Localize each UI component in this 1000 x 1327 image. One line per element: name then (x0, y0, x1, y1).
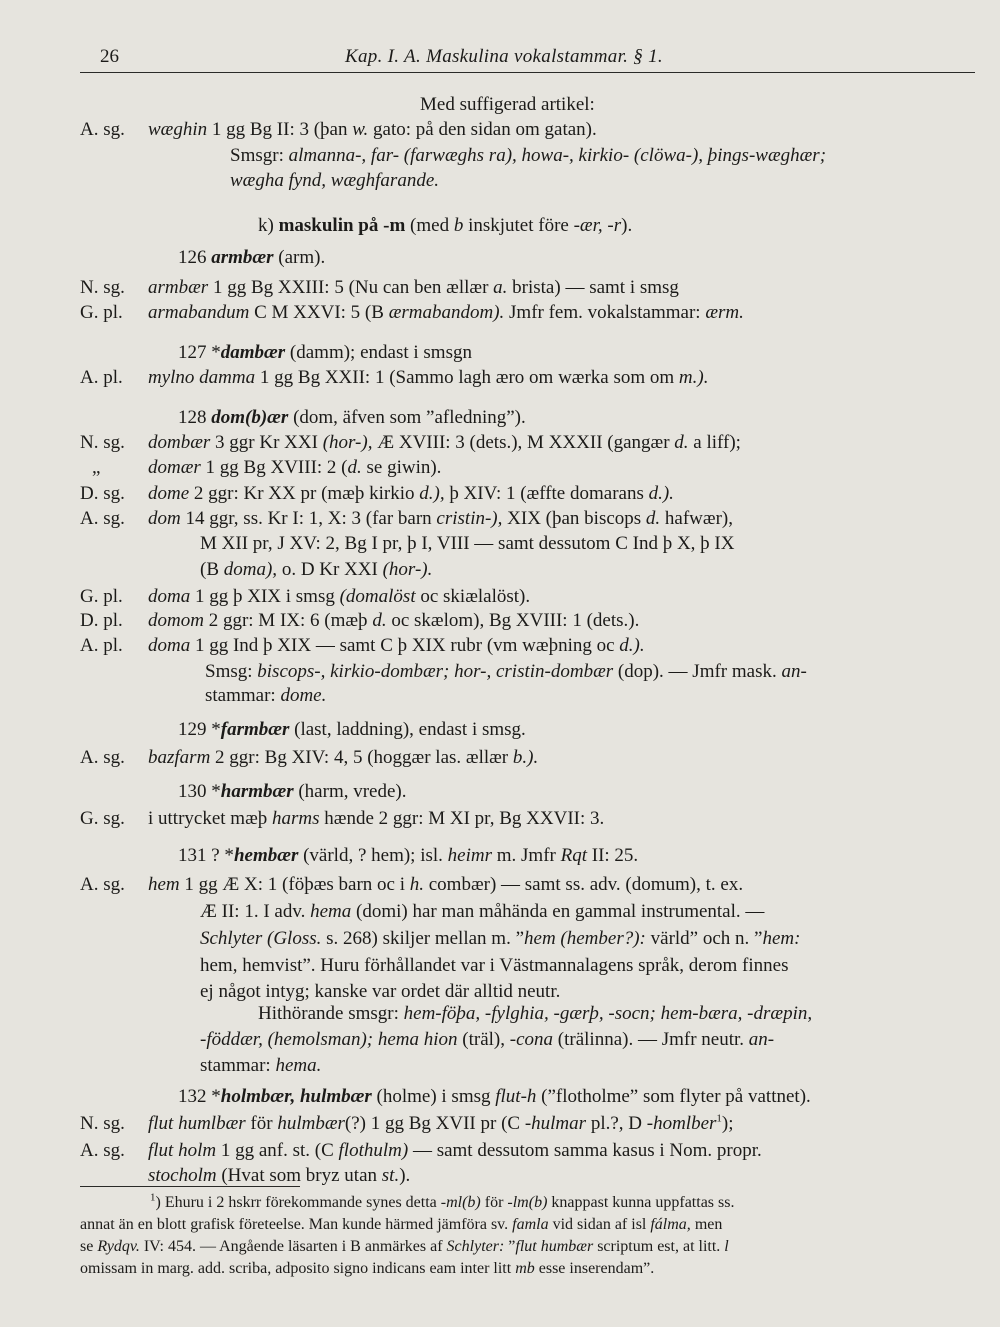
text-run: 3 ggr Kr XXI (210, 432, 323, 453)
text-run: M XII pr, J XV: 2, Bg I pr, þ I, VIII — samt dessutom C Ind þ X, þ IX (200, 533, 735, 554)
headword: armbær (211, 247, 274, 268)
text-run: II: 25. (587, 845, 639, 866)
text-run: annat än en blott grafisk företeelse. Man kunde härmed jämföra sv. (80, 1216, 513, 1233)
text-run: 1 gg Bg XXII: 1 (Sammo lagh æro om wærka som om (255, 367, 679, 388)
text-run: Schlyter: (446, 1238, 505, 1255)
text-run: för (480, 1194, 508, 1211)
text-run: flut humbær (515, 1238, 594, 1255)
text-run: maskulin på -m (278, 215, 406, 236)
text-run: stocholm (148, 1165, 217, 1186)
case-label: G. pl. (80, 586, 123, 607)
text-line (0, 683, 1000, 709)
line-text (148, 455, 441, 481)
line-text (200, 953, 788, 979)
line-text (148, 1138, 762, 1164)
text-run: C M XXVI: 5 (B (249, 302, 389, 323)
text-run: (Hvat som bryz utan (216, 1165, 382, 1186)
text-run: ). (621, 215, 633, 236)
text-line (0, 430, 1000, 456)
text-run: 1 gg Ind þ XIX — samt C þ XIX rubr (vm wæþning oc (190, 635, 620, 656)
headword: harmbær (220, 781, 294, 802)
text-run: an- (748, 1029, 775, 1050)
text-run: XIX (þan biscops (502, 508, 646, 529)
line-text (200, 1027, 774, 1053)
text-run: hem, hemvist”. Huru förhållandet var i Västmannalagens språk, derom finnes (200, 955, 789, 976)
text-run: bazfarm (148, 747, 211, 768)
text-run: dom (148, 508, 181, 529)
text-line (0, 143, 1000, 169)
text-run: 1 gg þ XIX i smsg (190, 586, 340, 607)
case-label: D. pl. (80, 610, 123, 631)
text-run: armbær (148, 277, 209, 298)
text-line (0, 899, 1000, 925)
text-run: flothulm) (338, 1140, 409, 1161)
text-run: harms (272, 808, 320, 829)
text-run: men (690, 1216, 723, 1233)
text-run: 128 (178, 407, 212, 428)
text-run: (?) 1 gg Bg XVII pr (C (344, 1113, 525, 1134)
line-text (148, 117, 597, 143)
line-text (230, 143, 826, 169)
text-run: ) Ehuru i 2 hskrr förekommande synes detta (155, 1194, 441, 1211)
text-line (0, 340, 1000, 366)
text-run: IV: 454. — Angående läsarten i B anmärkes af (139, 1238, 447, 1255)
text-run: d.). (648, 483, 674, 504)
text-line (0, 365, 1000, 391)
text-run: hem (148, 874, 180, 895)
text-run: 14 ggr, ss. Kr I: 1, X: 3 (far barn (180, 508, 437, 529)
text-run: (”flotholme” som flyter på vattnet). (536, 1086, 811, 1107)
line-text (178, 245, 325, 271)
line-text (258, 213, 632, 239)
headword: farmbær (220, 719, 290, 740)
text-run: domær (148, 457, 201, 478)
text-run: 127 * (178, 342, 221, 363)
text-run: m.). (678, 367, 709, 388)
footnote-text (80, 1214, 722, 1236)
text-run: a. (493, 277, 508, 298)
text-run: heimr (447, 845, 492, 866)
footnote-text (80, 1258, 654, 1280)
text-run: an- (781, 661, 807, 682)
text-line (0, 405, 1000, 431)
text-run: -homlber (646, 1113, 717, 1134)
text-run: a liff); (688, 432, 741, 453)
text-run: d.), (419, 483, 445, 504)
case-label: N. sg. (80, 1113, 125, 1134)
headword: holmbær, hulmbær (220, 1086, 372, 1107)
case-label: A. pl. (80, 635, 123, 656)
text-run: hema (310, 901, 352, 922)
text-run: 130 * (178, 781, 221, 802)
text-run: mb (515, 1260, 535, 1277)
text-run: dome (148, 483, 190, 504)
headword: dom(b)ær (211, 407, 289, 428)
line-text (148, 506, 733, 532)
text-run: 1 gg anf. st. (C (216, 1140, 339, 1161)
text-line (0, 717, 1000, 743)
text-run: Jmfr fem. vokalstammar: (504, 302, 706, 323)
line-text (148, 275, 679, 301)
text-run: (träl), (457, 1029, 510, 1050)
text-run: omissam in marg. add. scriba, adposito signo indicans eam inter litt (80, 1260, 516, 1277)
line-text (420, 92, 595, 118)
case-label: A. sg. (80, 1140, 125, 1161)
text-line (0, 531, 1000, 557)
text-run: oc skiælalöst). (415, 586, 531, 607)
text-line (0, 455, 1000, 481)
text-run: brista) — samt i smsg (507, 277, 679, 298)
text-run: fálma, (650, 1216, 691, 1233)
text-line (0, 1084, 1000, 1110)
text-line (0, 926, 1000, 952)
text-line (0, 300, 1000, 326)
text-run: h. (409, 874, 424, 895)
text-run: d. (645, 508, 661, 529)
text-run: pl.?, D (586, 1113, 647, 1134)
text-run: ). (399, 1165, 411, 1186)
text-line (0, 117, 1000, 143)
text-run: d.). (619, 635, 645, 656)
footnote-line (0, 1192, 1000, 1214)
footnote-line (0, 1236, 1000, 1258)
footnote-rule (80, 1186, 300, 1187)
text-run: 126 (178, 247, 212, 268)
text-line (0, 659, 1000, 685)
text-run: se (80, 1238, 98, 1255)
text-line (0, 806, 1000, 832)
text-run: 2 ggr: Kr XX pr (mæþ kirkio (189, 483, 420, 504)
line-text (148, 365, 708, 391)
case-label: G. pl. (80, 302, 123, 323)
text-run: (harm, vrede). (293, 781, 407, 802)
text-line (0, 872, 1000, 898)
text-run: 1 gg Bg II: 3 (þan (207, 119, 353, 140)
text-run: w. (352, 119, 369, 140)
text-run: wæghin (148, 119, 208, 140)
text-run: knappast kunna uppfattas ss. (547, 1194, 735, 1211)
text-run: -föddær, (hemolsman); hema hion (200, 1029, 458, 1050)
text-run: ærmabandom). (388, 302, 505, 323)
text-run: b.). (512, 747, 539, 768)
line-text (148, 584, 530, 610)
text-run: (domalöst (339, 586, 416, 607)
text-line (0, 1111, 1000, 1137)
text-run: o. D Kr XXI (277, 559, 383, 580)
text-run: doma (148, 586, 191, 607)
text-run: för (245, 1113, 278, 1134)
text-run: flut-h (495, 1086, 537, 1107)
text-run: Smsgr: (230, 145, 289, 166)
text-line (0, 213, 1000, 239)
text-run: 2 ggr: M IX: 6 (mæþ (203, 610, 373, 631)
text-run: flut humlbær (148, 1113, 246, 1134)
text-run: b (453, 215, 464, 236)
text-run: (B (200, 559, 224, 580)
text-run: -ær, -r (573, 215, 622, 236)
page-header (80, 44, 975, 73)
text-run: k) (258, 215, 279, 236)
text-run: þ XIV: 1 (æffte domarans (444, 483, 649, 504)
line-text (148, 1111, 734, 1137)
text-run: hema. (275, 1055, 322, 1076)
text-run: (dop). — Jmfr mask. (613, 661, 782, 682)
text-line (0, 633, 1000, 659)
line-text (200, 557, 432, 583)
text-line (0, 584, 1000, 610)
text-line (0, 1027, 1000, 1053)
line-text (178, 843, 638, 869)
text-run: -hulmar (524, 1113, 587, 1134)
text-run: (hor-), (322, 432, 373, 453)
text-line (0, 92, 1000, 118)
footnote-marker: 1 (150, 1191, 156, 1204)
text-run: combær) — samt ss. adv. (domum), t. ex. (424, 874, 744, 895)
text-line (0, 275, 1000, 301)
text-run: i uttrycket mæþ (148, 808, 273, 829)
case-label: „ (92, 457, 101, 478)
text-run: d. (674, 432, 689, 453)
text-run: (last, laddning), endast i smsg. (289, 719, 526, 740)
text-run: (domi) har man måhända en gammal instrumental. — (351, 901, 765, 922)
text-run: stammar: (205, 685, 281, 706)
text-run: Rqt (560, 845, 587, 866)
line-text (148, 633, 645, 659)
text-run: ); (721, 1113, 734, 1134)
text-run: oc skælom), Bg XVIII: 1 (dets.). (386, 610, 640, 631)
case-label: A. sg. (80, 508, 125, 529)
text-line (0, 506, 1000, 532)
text-run: domom (148, 610, 204, 631)
text-line (0, 843, 1000, 869)
line-text (200, 926, 800, 952)
text-run: hænde 2 ggr: M XI pr, Bg XXVII: 3. (319, 808, 605, 829)
text-run: 132 * (178, 1086, 221, 1107)
text-run: (hor-). (382, 559, 433, 580)
line-text (205, 659, 807, 685)
text-run: hem (hember?): (524, 928, 646, 949)
text-line (0, 745, 1000, 771)
text-run: s. 268) skiljer mellan m. ” (321, 928, 525, 949)
text-line (0, 245, 1000, 271)
text-line (0, 608, 1000, 634)
text-run: flut holm (148, 1140, 217, 1161)
line-text (148, 745, 538, 771)
headword: dambær (220, 342, 286, 363)
footnote-line (0, 1258, 1000, 1280)
case-label: A. sg. (80, 747, 125, 768)
text-run: Smsg: (205, 661, 258, 682)
case-label: N. sg. (80, 432, 125, 453)
headword: hembær (233, 845, 299, 866)
text-run: -lm(b) (507, 1194, 548, 1211)
text-line (0, 953, 1000, 979)
text-run: doma (148, 635, 191, 656)
text-line (0, 1053, 1000, 1079)
text-run: scriptum est, at litt. (593, 1238, 725, 1255)
text-run: Hithörande smsgr: (258, 1003, 404, 1024)
line-text (178, 717, 526, 743)
text-run: hem-föþa, -fylghia, -gærþ, -socn; hem-bæra, -dræpin, (403, 1003, 813, 1024)
text-run: st. (381, 1165, 400, 1186)
footnote-text (150, 1192, 734, 1214)
case-label: D. sg. (80, 483, 125, 504)
text-run: (trälinna). — Jmfr neutr. (553, 1029, 749, 1050)
text-run: Rydqv. (97, 1238, 140, 1255)
case-label: A. sg. (80, 874, 125, 895)
text-run: hafwær), (660, 508, 733, 529)
text-run: gato: på den sidan om gatan). (368, 119, 597, 140)
line-text (148, 481, 674, 507)
line-text (258, 1001, 812, 1027)
footnote-text (80, 1236, 729, 1258)
case-label: N. sg. (80, 277, 125, 298)
line-text (148, 608, 639, 634)
line-text (205, 683, 326, 709)
text-run: Schlyter (Gloss. (200, 928, 322, 949)
text-run: dombær (148, 432, 211, 453)
text-run: cristin-), (436, 508, 503, 529)
text-run: se giwin). (361, 457, 442, 478)
line-text (230, 168, 439, 194)
text-run: inskjutet före (463, 215, 574, 236)
text-run: hem: (762, 928, 801, 949)
text-run: almanna-, far- (farwæghs ra), howa-, kirkio- (clöwa-), þings-wæghær; (288, 145, 827, 166)
line-text (178, 340, 472, 366)
text-run: Æ II: 1. I adv. (200, 901, 311, 922)
text-line (0, 1001, 1000, 1027)
page-number: 26 (100, 46, 119, 67)
text-run: (dom, äfven som ”afledning”). (288, 407, 526, 428)
text-run: m. Jmfr (492, 845, 561, 866)
footnote-marker: 1 (716, 1112, 722, 1125)
text-run: (holme) i smsg (371, 1086, 496, 1107)
text-run: (arm). (273, 247, 326, 268)
text-run: (damm); endast i smsgn (285, 342, 472, 363)
line-text (178, 779, 407, 805)
text-run: (med (405, 215, 454, 236)
line-text (148, 430, 741, 456)
text-run: 2 ggr: Bg XIV: 4, 5 (hoggær las. ællær (210, 747, 513, 768)
text-line (0, 779, 1000, 805)
text-run: biscops-, kirkio-dombær; hor-, cristin-dombær (257, 661, 614, 682)
line-text (200, 1053, 321, 1079)
text-run: -cona (509, 1029, 554, 1050)
text-run: esse inserendam”. (534, 1260, 655, 1277)
text-line (0, 481, 1000, 507)
text-run: 1 gg Bg XVIII: 2 ( (200, 457, 348, 478)
text-run: d. (347, 457, 362, 478)
line-text (148, 872, 743, 898)
text-run: doma), (223, 559, 278, 580)
text-run: famla (512, 1216, 549, 1233)
text-line (0, 557, 1000, 583)
line-text (148, 806, 604, 832)
text-line (0, 168, 1000, 194)
text-run: stammar: (200, 1055, 276, 1076)
line-text (148, 300, 744, 326)
text-run: vid sidan af isl (548, 1216, 651, 1233)
footnote-line (0, 1214, 1000, 1236)
case-label: A. pl. (80, 367, 123, 388)
line-text (200, 531, 734, 557)
text-run: Æ XVIII: 3 (dets.), M XXXII (gangær (372, 432, 675, 453)
text-run: — samt dessutom samma kasus i Nom. propr. (408, 1140, 762, 1161)
text-run: hulmbær (277, 1113, 345, 1134)
text-line (0, 1138, 1000, 1164)
text-run: Med suffigerad artikel: (420, 94, 595, 115)
text-run: ærm. (705, 302, 744, 323)
text-run: 1 gg Bg XXIII: 5 (Nu can ben ællær (208, 277, 494, 298)
text-run: -ml(b) (440, 1194, 481, 1211)
text-run: (värld, ? hem); isl. (298, 845, 448, 866)
line-text (178, 1084, 811, 1110)
text-run: d. (372, 610, 387, 631)
text-run: wægha fynd, wæghfarande. (230, 170, 440, 191)
text-run: ” (504, 1238, 516, 1255)
text-run: mylno damma (148, 367, 256, 388)
line-text (200, 899, 764, 925)
text-run: ej något intyg; kanske var ordet där alltid neutr. (200, 981, 561, 1002)
text-run: 1 gg Æ X: 1 (föþæs barn oc i (179, 874, 410, 895)
text-run: l (724, 1238, 729, 1255)
text-run: armabandum (148, 302, 250, 323)
text-run: dome. (280, 685, 327, 706)
running-title: Kap. I. A. Maskulina vokalstammar. § 1. (345, 46, 663, 67)
line-text (178, 405, 526, 431)
text-run: 129 * (178, 719, 221, 740)
case-label: A. sg. (80, 119, 125, 140)
text-run: 131 ? * (178, 845, 234, 866)
case-label: G. sg. (80, 808, 125, 829)
text-run: värld” och n. ” (645, 928, 763, 949)
